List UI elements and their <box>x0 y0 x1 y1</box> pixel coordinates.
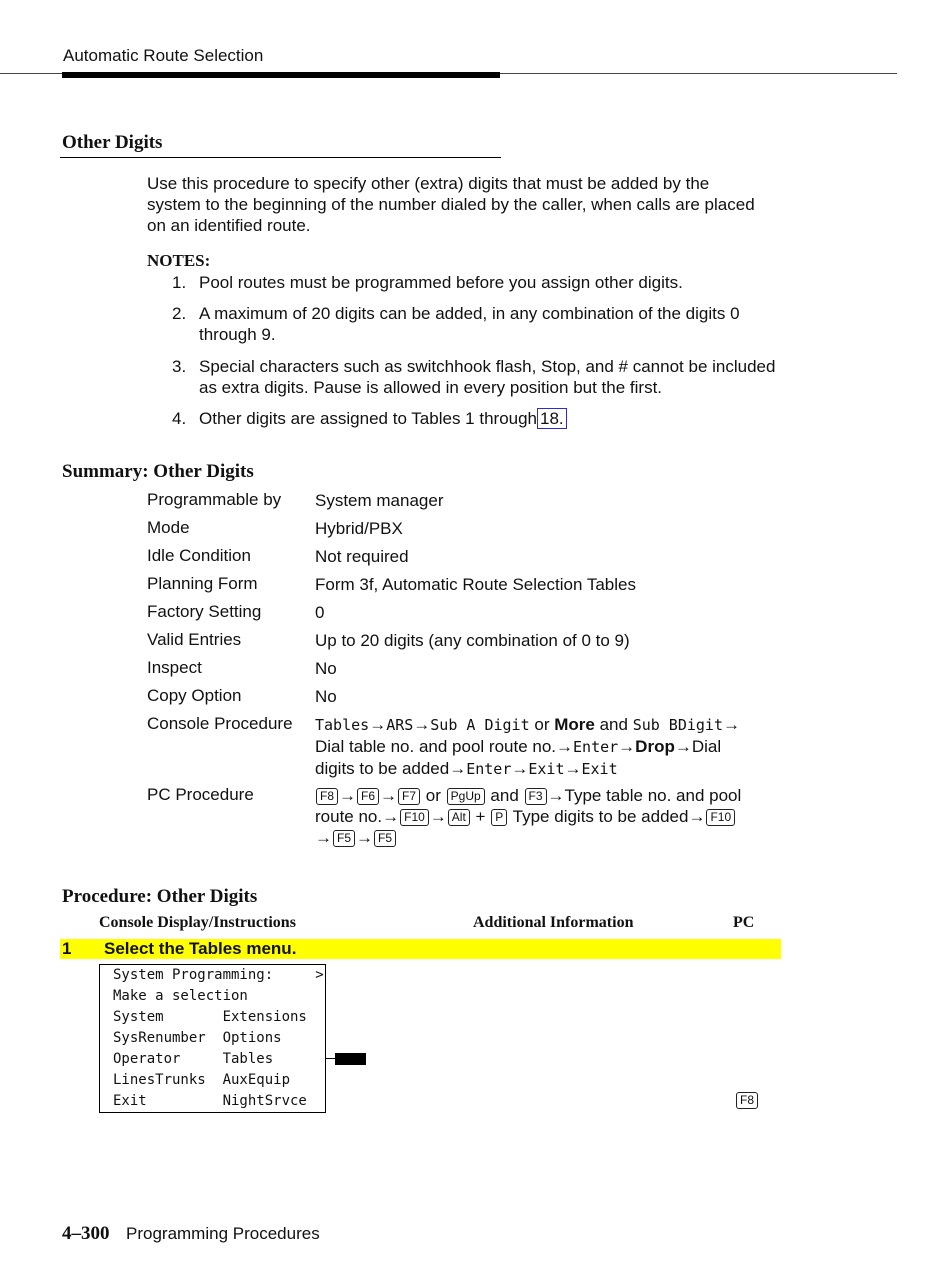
f8-key-icon: F8 <box>736 1092 758 1109</box>
arrow-icon: → <box>723 715 740 734</box>
summary-value: No <box>315 659 337 678</box>
section-rule <box>60 157 501 158</box>
note-number: 1. <box>172 273 187 292</box>
note-number: 2. <box>172 304 187 323</box>
notes-label: NOTES: <box>147 251 211 270</box>
screen-line: LinesTrunks AuxEquip <box>113 1072 291 1088</box>
menu-exit: Exit <box>528 760 565 778</box>
console-line <box>315 758 785 780</box>
note-number: 4. <box>172 409 187 428</box>
pc-instruction: Type digits to be added <box>512 807 689 826</box>
f8-key-icon: F8 <box>316 788 338 805</box>
screen-line: Exit NightSrvce <box>113 1093 307 1109</box>
summary-value: 0 <box>315 603 325 622</box>
arrow-icon: → <box>556 737 574 756</box>
menu-tables: Tables <box>315 716 370 734</box>
arrow-icon: → <box>413 715 431 734</box>
f7-key-icon: F7 <box>398 788 420 805</box>
summary-value: System manager <box>315 491 444 510</box>
summary-label: Valid Entries <box>147 630 242 649</box>
note-text: Other digits are assigned to Tables 1 through <box>199 409 538 428</box>
console-screen <box>99 964 326 1113</box>
summary-label: Inspect <box>147 658 202 677</box>
arrow-icon: → <box>339 786 357 805</box>
console-line <box>315 736 785 758</box>
screen-line: Operator Tables <box>113 1051 274 1067</box>
arrow-icon: → <box>380 786 398 805</box>
footer-title: Programming Procedures <box>126 1224 320 1243</box>
summary-value: No <box>315 687 337 706</box>
menu-ars: ARS <box>386 716 414 734</box>
pc-instruction: route no. <box>315 807 383 826</box>
step-number: 1 <box>62 939 72 958</box>
note-item <box>172 356 792 398</box>
summary-value: Up to 20 digits (any combination of 0 to 9) <box>315 631 630 650</box>
pc-key-cell <box>735 1092 759 1110</box>
screen-line: SysRenumber Options <box>113 1030 282 1046</box>
procedure-title: Procedure: Other Digits <box>62 886 258 907</box>
section-title: Other Digits <box>62 132 163 153</box>
running-header: Automatic Route Selection <box>63 46 264 65</box>
note-item <box>172 408 792 429</box>
plus-text: + <box>475 807 486 826</box>
f5-key-icon: F5 <box>333 830 355 847</box>
menu-exit: Exit <box>581 760 618 778</box>
arrow-icon: → <box>369 715 387 734</box>
console-procedure-label: Console Procedure <box>147 714 293 733</box>
arrow-icon: → <box>618 737 636 756</box>
summary-label: Planning Form <box>147 574 258 593</box>
summary-value: Hybrid/PBX <box>315 519 403 538</box>
arrow-icon: → <box>315 828 332 847</box>
selection-pointer-icon <box>335 1053 366 1065</box>
note-text: Special characters such as switchhook flash, Stop, and # cannot be included as extra digits. Pause is allowed in every position but the first. <box>199 357 776 397</box>
menu-more: More <box>554 715 595 734</box>
step-instruction: Select the Tables menu. <box>104 939 297 958</box>
f3-key-icon: F3 <box>525 788 547 805</box>
menu-sub-b: Sub BDigit <box>632 716 723 734</box>
summary-label: Idle Condition <box>147 546 251 565</box>
f10-key-icon: F10 <box>706 809 735 826</box>
pc-line <box>315 785 785 806</box>
column-header-console: Console Display/Instructions <box>99 914 296 931</box>
note-text: A maximum of 20 digits can be added, in any combination of the digits 0 through 9. <box>199 304 740 344</box>
summary-label: Programmable by <box>147 490 282 509</box>
console-instruction: Dial <box>691 737 722 756</box>
arrow-icon: → <box>688 807 706 826</box>
arrow-icon: → <box>564 759 582 778</box>
console-instruction: Dial table no. and pool route no. <box>315 737 557 756</box>
summary-label: Factory Setting <box>147 602 262 621</box>
arrow-icon: → <box>356 828 374 847</box>
pgup-key-icon: PgUp <box>447 788 485 805</box>
arrow-icon: → <box>382 807 400 826</box>
table-link[interactable]: 18. <box>537 408 567 429</box>
arrow-icon: → <box>547 786 565 805</box>
connector-text: or <box>425 786 441 805</box>
column-header-info: Additional Information <box>473 914 634 931</box>
note-text: Pool routes must be programmed before you assign other digits. <box>199 273 683 292</box>
pc-instruction: Type table no. and pool <box>564 786 742 805</box>
summary-value: Form 3f, Automatic Route Selection Tables <box>315 575 636 594</box>
arrow-icon: → <box>429 807 447 826</box>
summary-title: Summary: Other Digits <box>62 461 254 482</box>
pc-procedure-label: PC Procedure <box>147 785 254 804</box>
console-instruction: digits to be added <box>315 759 450 778</box>
console-line <box>315 714 785 736</box>
f10-key-icon: F10 <box>400 809 429 826</box>
menu-enter: Enter <box>573 738 619 756</box>
summary-label: Copy Option <box>147 686 242 705</box>
f6-key-icon: F6 <box>357 788 379 805</box>
screen-line: System Extensions <box>113 1009 307 1025</box>
note-number: 3. <box>172 357 187 376</box>
note-item <box>172 272 792 293</box>
column-header-pc: PC <box>733 914 755 931</box>
p-key-icon: P <box>491 809 507 826</box>
intro-paragraph: Use this procedure to specify other (extra) digits that must be added by the system to the beginning of the number dialed by the caller, when calls are placed on an identified route. <box>147 174 755 235</box>
header-thick-rule <box>62 72 500 78</box>
pc-line <box>315 806 785 827</box>
note-text-wrap <box>199 408 792 429</box>
pc-line <box>315 827 785 848</box>
arrow-icon: → <box>449 759 467 778</box>
connector-text: and <box>599 715 628 734</box>
summary-value: Not required <box>315 547 409 566</box>
alt-key-icon: Alt <box>448 809 470 826</box>
screen-line: Make a selection <box>113 988 248 1004</box>
console-procedure-steps <box>315 714 785 780</box>
note-item <box>172 303 792 345</box>
menu-enter: Enter <box>466 760 512 778</box>
screen-line: System Programming: > <box>113 967 324 983</box>
f5-key-icon: F5 <box>374 830 396 847</box>
summary-label: Mode <box>147 518 190 537</box>
connector-text: or <box>534 715 550 734</box>
connector-text: and <box>490 786 519 805</box>
menu-sub-a: Sub A Digit <box>430 716 530 734</box>
pc-procedure-steps <box>315 785 785 848</box>
arrow-icon: → <box>674 737 692 756</box>
arrow-icon: → <box>511 759 529 778</box>
menu-drop: Drop <box>635 737 675 756</box>
page-number: 4–300 <box>62 1223 110 1244</box>
